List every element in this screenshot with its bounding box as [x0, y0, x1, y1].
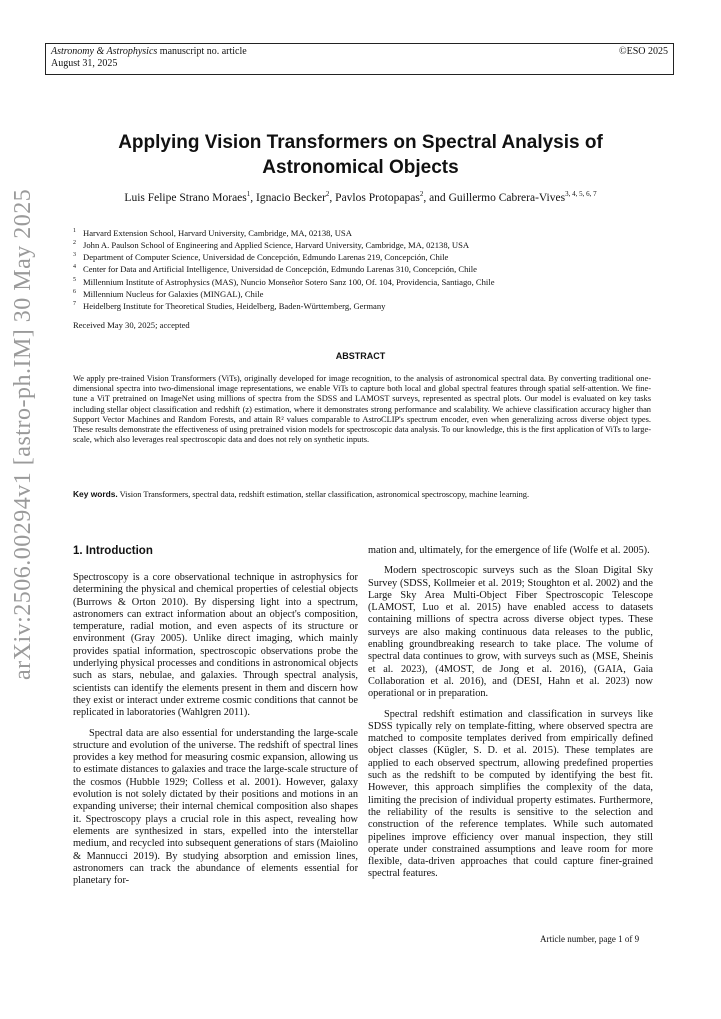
abstract-heading: ABSTRACT	[335, 351, 386, 361]
paper-title	[60, 130, 661, 180]
affiliation-number: 6	[73, 288, 76, 295]
keywords-label: Key words.	[73, 489, 118, 499]
affiliation	[73, 250, 673, 262]
author-affiliation-mark: 2	[325, 190, 330, 198]
header-left	[51, 46, 247, 70]
author-affiliation-mark: 3, 4, 5, 6, 7	[565, 190, 597, 198]
paragraph: mation and, ultimately, for the emergence of life (Wolfe et al. 2005).	[368, 545, 650, 556]
right-column	[368, 545, 653, 881]
title-line-2: Astronomical Objects	[262, 157, 459, 178]
affiliation	[73, 299, 673, 311]
affiliation-number: 3	[73, 252, 76, 259]
copyright: ©ESO 2025	[619, 46, 668, 57]
page-number: Article number, page 1 of 9	[540, 934, 640, 944]
affiliation-text: John A. Paulson School of Engineering and Applied Science, Harvard University, Cambridge, MA, 02138, USA	[83, 240, 470, 251]
paragraph: Spectral data are also essential for understanding the large-scale structure and evolution of the universe. The redshift of spectral lines provides a key method for measuring cosmic expansion, allowing us to estimate distances to galaxies and trace the large-scale structure of the cosmos (Hubble 1929; Colless et al. 2001). However, galaxy evolution is not solely dictated by their positions and motions in an expanding universe; their internal chemical composition also shapes it. Spectroscopy plays a crucial role in this aspect, revealing how elements are synthesized in stars, expelled into the interstellar medium, and recycled into subsequent generations of stars (Maiolino & Mannucci 2019). By studying absorption and emission lines, astronomers can track the abundance of elements essential for planetary for-	[73, 727, 358, 887]
affiliation-text: Heidelberg Institute for Theoretical Studies, Heidelberg, Baden-Württemberg, Germany	[83, 300, 386, 311]
affiliation	[73, 226, 673, 238]
author-separator: , and	[423, 191, 449, 204]
affiliation-number: 1	[73, 228, 76, 234]
received-date: Received May 30, 2025; accepted	[73, 320, 190, 330]
journal-name: Astronomy & Astrophysics	[51, 46, 158, 57]
affiliation	[73, 275, 673, 287]
paragraph: Spectroscopy is a core observational technique in astrophysics for determining the physical and chemical properties of celestial objects (Burrows & Orton 2010). By dispersing light into a spectrum, astronomers can extract information about an object's composition, temperature, radial motion, and even aspects of its structure or environment (Gray 2005). Unlike direct imaging, which mainly provides spatial information, spectroscopic observations probe the underlying physical processes and conditions in astronomical objects such as stars, nebulae, and galaxies. Through spectral analysis, scientists can identify the elements present in them and discern how they exist or interact under extreme cosmic conditions that cannot be replicated in laboratories (Wahlgren 2011).	[73, 572, 358, 719]
affiliation	[73, 238, 673, 250]
arxiv-id: arXiv:2506.00294v1 [astro-ph.IM] 30 May 2025	[10, 188, 36, 680]
affiliation-number: 7	[73, 300, 76, 307]
title-line-1: Applying Vision Transformers on Spectral Analysis of	[118, 132, 603, 153]
affiliation	[73, 287, 673, 299]
paragraph: Spectral redshift estimation and classification in surveys like SDSS typically rely on template-fitting, where observed spectra are matched to composite templates derived from empirically defined object classes (Kügler, S. D. et al. 2015). These templates are applied to each observed spectrum, allowing predefined properties such as the redshift to be computed by identifying the best fit. However, this approach simplifies the complexity of the data, limiting the precision of individual property estimates. Furthermore, the reliability of the results is sensitive to the selection and construction of the reference templates. While such automated pipelines improve efficiency over manual inspection, they still operate under constrained assumptions and leave room for more flexible, data-driven approaches that could capture finer-grained spectral features.	[368, 708, 653, 880]
paragraph: Modern spectroscopic surveys such as the Sloan Digital Sky Survey (SDSS, Kollmeier et al. 2019; Stoughton et al. 2002) and the Large Sky Area Multi-Object Fiber Spectroscopic Telescope (LAMOST, Luo et al. 2015) have enabled access to datasets containing millions of spectra across diverse object types. These surveys are also making continuous data releases to the public, enabling groundbreaking research to take place. The volume of spectral data continues to grow, with surveys such as (MSE, Sheinis et al. 2023), (4MOST, de Jong et al. 2016), (GAIA, Gaia Collaboration et al. 2016), and (DESI, Hahn et al. 2023) now operational or in preparation.	[368, 565, 653, 700]
affiliation-text: Department of Computer Science, Universidad de Concepción, Edmundo Larenas 219, Concepción, Chile	[83, 252, 449, 263]
abstract-body: We apply pre-trained Vision Transformers (ViTs), originally developed for image recognition, to the analysis of astronomical spectral data. By converting traditional one-dimensional spectra into two-dimensional image representations, we enable ViTs to capture both local and global spectral features through spatial self-attention. We fine-tune a ViT pretrained on ImageNet using millions of spectra from the SDSS and LAMOST surveys, represented as spectral plots. Our model is evaluated on key tasks including stellar object classification and redshift (z) estimation, where it demonstrates strong performance and scalability. We achieve classification accuracy higher than Support Vector Machines and Random Forests, and attain R² values comparable to AstroCLIP's spectrum encoder, even when generalizing across diverse object types. These results demonstrate the effectiveness of using pretrained vision models for spectroscopic data analysis. To our knowledge, this is the first application of ViTs to large-scale, which also leverages real spectroscopic data and does not rely on synthetic inputs.	[73, 374, 651, 445]
affiliation-number: 2	[73, 240, 76, 247]
author-list	[60, 190, 661, 204]
arxiv-stamp	[10, 188, 40, 680]
affiliation-list	[73, 226, 673, 311]
author-name: Ignacio Becker	[256, 191, 326, 204]
affiliation-number: 4	[73, 264, 76, 271]
running-header	[45, 43, 674, 75]
affiliation-number: 5	[73, 276, 76, 283]
author-name: Luis Felipe Strano Moraes	[124, 191, 247, 204]
affiliation	[73, 262, 673, 274]
left-column	[73, 572, 358, 887]
header-date: August 31, 2025	[51, 58, 118, 69]
keywords-text: Vision Transformers, spectral data, redshift estimation, stellar classification, astronomical spectroscopy, machine learning.	[119, 490, 530, 499]
section-heading: 1. Introduction	[73, 545, 153, 557]
manuscript-label: manuscript no. article	[157, 46, 247, 57]
author-affiliation-mark: 1	[246, 190, 251, 198]
author-separator: ,	[250, 191, 256, 204]
affiliation-text: Harvard Extension School, Harvard University, Cambridge, MA, 02138, USA	[83, 227, 352, 238]
keywords	[73, 489, 651, 500]
affiliation-text: Millennium Institute of Astrophysics (MAS), Nuncio Monseñor Sotero Sanz 100, Of. 104, Providencia, Santiago, Chile	[83, 276, 495, 287]
author-name: Guillermo Cabrera-Vives	[448, 191, 566, 204]
author-name: Pavlos Protopapas	[335, 191, 420, 204]
affiliation-text: Center for Data and Artificial Intelligence, Universidad de Concepción, Edmundo Larenas 310, Concepción, Chile	[83, 264, 477, 275]
author-affiliation-mark: 2	[419, 190, 424, 198]
affiliation-text: Millennium Nucleus for Galaxies (MINGAL), Chile	[83, 288, 264, 299]
author-separator: ,	[329, 191, 336, 204]
